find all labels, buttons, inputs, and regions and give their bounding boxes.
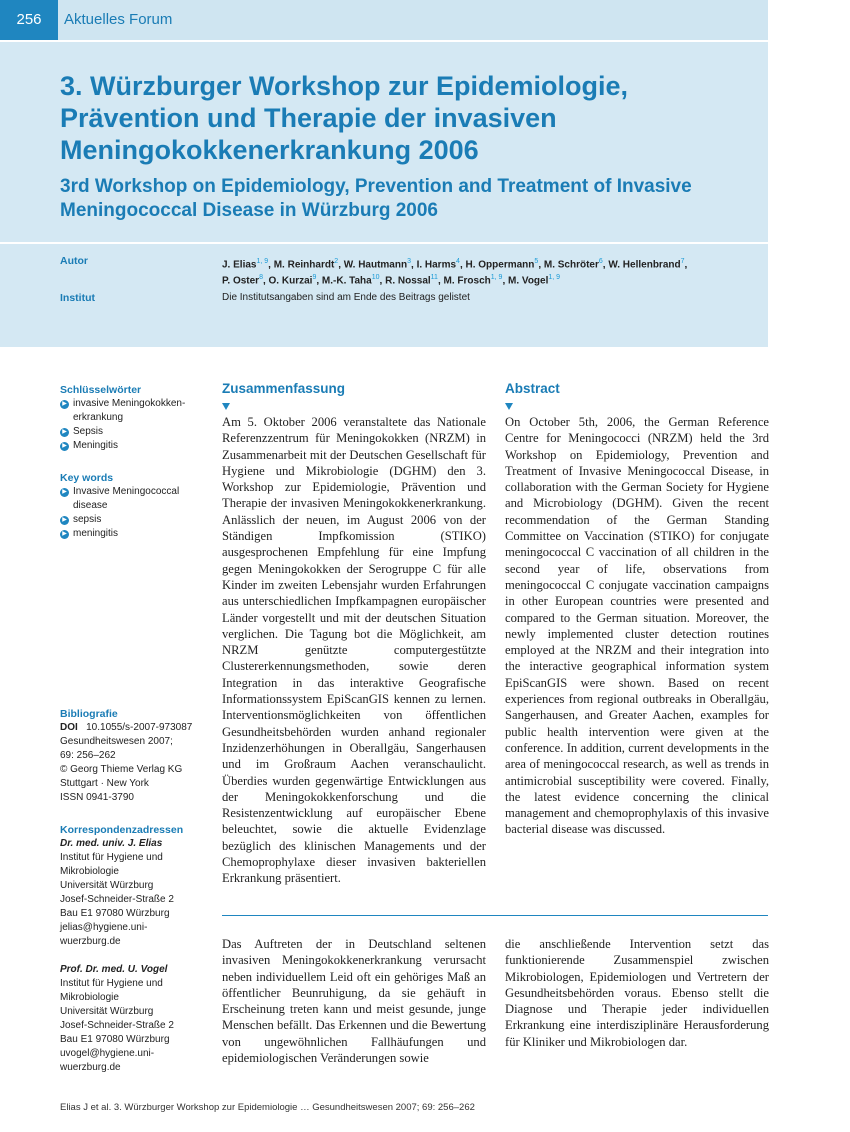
keywords-de <box>60 383 210 453</box>
body-text-right: die anschließende Intervention setzt das funktionierende Zusammenspiel zwischen Mikrobiologen, Epidemiologen und Vertretern der Gesundheitsbehörden voraus. Ebenso stellt die Diagnose und Therapie jeder individuellen Erkrankung eine interdisziplinäre Herausforderung für Kliniker und Mikrobiologen dar. <box>505 937 769 1049</box>
address-line: Institut für Hygiene und <box>60 978 163 989</box>
author-affiliation: 2 <box>334 258 339 265</box>
chevron-right-icon: ▶ <box>60 400 69 409</box>
bibliography-line: Gesundheitswesen 2007; <box>60 736 173 747</box>
author-name: R. Nossal <box>385 275 431 287</box>
keyword-item: ▶ meningitis <box>60 527 210 541</box>
doi-label: DOI <box>60 722 78 733</box>
author-affiliation: 1, 9 <box>548 274 561 282</box>
chevron-right-icon: ▶ <box>60 516 69 525</box>
author-affiliation: 10 <box>371 274 380 282</box>
address-line: Josef-Schneider-Straße 2 <box>60 1020 174 1031</box>
doi-line <box>60 721 210 735</box>
author-name: M. Reinhardt <box>273 259 335 271</box>
author-name: M. Vogel <box>508 275 549 287</box>
address-line: uvogel@hygiene.uni- <box>60 1048 155 1059</box>
address-line: wuerzburg.de <box>60 1062 121 1073</box>
zusammenfassung-text: Am 5. Oktober 2006 veranstaltete das Nationale Referenzzentrum für Meningokokken (NRZM) in Zusammenarbeit mit der Deutschen Gesellschaft für Hygiene und Mikrobiologie (DGHM) den 3. Workshop zur Epidemiologie, Prävention und Therapie der invasiven Meningokokkenerkrankung. Anlässlich der neuen, im August 2006 von der Ständigen Impfkomission (STIKO) ausgesprochenen Empfehlung für eine Impfung gegen Meningokokken der Serogruppe C für alle Kinder im zweiten Lebensjahr wurden Erfahrungen aus unterschiedlichen Impfkampagnen europäischer Länder vorgestellt und mit der deutschen Situation verglichen. Die Tagung bot die Möglichkeit, am NRZM genützte computergestützte Clustererkennungsmethoden, sowie deren Integration in das interaktive Geografische Informationssystem EpiScanGIS kennen zu lernen. Interventionsmöglichkeiten von öffentlichen Gesundheitsbehörden wurden anhand regionaler Inzidenzerhöhungen in Oberallgäu, Sangerhausen und im Großraum Aachen veranschaulicht. Überdies wurden gegenwärtige Entwicklungen aus der Meningokokkenforschung und die Resistenzentwicklung auf europäischer Ebene beleuchtet, sowie die aktuelle Evidenzlage bezüglich des klinischen Managements und der Chemoprophylaxe dieser invasiven bakteriellen Erkrankung präsentiert. <box>222 415 486 886</box>
keyword-item: ▶ Sepsis <box>60 425 210 439</box>
address-line: wuerzburg.de <box>60 936 121 947</box>
author-affiliation: 7 <box>680 258 685 265</box>
author-list: J. Elias$^{1, 9}$, M. Reinhardt$^2$, W. Hautmann$^3$, I. Harms$^4$, H. Oppermann$^5$, M. Schröter$^6$, W. Hellenbrand$^7$, P. Oster$^8$, O. Kurzai$^9$, M.-K. Taha$^{10}$, R. Nossal$^{11}$, M. Frosch$^{1, 9}$, M. Vogel$^{1, 9}$ <box>222 258 688 287</box>
author-affiliation: 4 <box>456 258 460 265</box>
title-english: 3rd Workshop on Epidemiology, Prevention and Treatment of Invasive Meningococcal Disease in Würzburg 2006 <box>60 176 692 221</box>
author-name: O. Kurzai <box>268 275 313 287</box>
keyword-item: ▶ invasive Meningokokken- erkrankung <box>60 397 210 425</box>
bibliography-line: Stuttgart · New York <box>60 778 149 789</box>
corr1-name: Dr. med. univ. J. Elias <box>60 838 163 849</box>
author-affiliation: 1, 9 <box>490 274 503 282</box>
corr2-name: Prof. Dr. med. U. Vogel <box>60 964 168 975</box>
zusammenfassung-heading: Zusammenfassung <box>222 381 346 396</box>
chevron-right-icon: ▶ <box>60 530 69 539</box>
author-name: M.-K. Taha <box>321 275 372 287</box>
keyword-item: ▶ Meningitis <box>60 439 210 453</box>
chevron-right-icon: ▶ <box>60 442 69 451</box>
bibliography-line: 69: 256–262 <box>60 750 116 761</box>
abstract-heading: Abstract <box>505 381 560 396</box>
keywords-de-list <box>60 397 210 453</box>
autor-label: Autor <box>60 255 88 267</box>
author-name: I. Harms <box>416 259 457 271</box>
bibliography-line: © Georg Thieme Verlag KG <box>60 764 183 775</box>
author-affiliation: 1, 9 <box>256 258 269 265</box>
title-german: 3. Würzburger Workshop zur Epidemiologie, Prävention und Therapie der invasiven Meningokokkenerkrankung 2006 <box>60 71 629 165</box>
body-text-left: Das Auftreten der in Deutschland seltenen invasiven Meningokokkenerkrankung verursacht neben individuellem Leid oft ein gehöriges Maß an öffentlicher Beunruhigung, da sie gehäuft in Erscheinung treten kann und meist gesunde, junge Menschen befällt. Das Erkennen und die Bewertung von ungewöhnlichen Fallhäufungen und epidemiologischen Veränderungen sowie <box>222 937 486 1066</box>
address-line: Institut für Hygiene und <box>60 852 163 863</box>
author-name: M. Frosch <box>443 275 491 287</box>
keyword-item: ▶ sepsis <box>60 513 210 527</box>
page-number: 256 <box>0 0 58 40</box>
corr2-address <box>60 977 210 1075</box>
correspondence-heading: Korrespondenzadressen <box>60 824 184 836</box>
author-affiliation: 6 <box>598 258 603 265</box>
author-name: W. Hellenbrand <box>608 259 681 271</box>
author-affiliation: 9 <box>312 274 317 282</box>
section-label: Aktuelles Forum <box>64 11 173 28</box>
chevron-right-icon: ▶ <box>60 428 69 437</box>
keywords-en <box>60 471 210 541</box>
address-line: Mikrobiologie <box>60 992 119 1003</box>
bibliography-lines <box>60 735 210 805</box>
address-line: Universität Würzburg <box>60 1006 154 1017</box>
bibliography <box>60 707 210 805</box>
author-name: P. Oster <box>222 275 260 287</box>
address-line: Universität Würzburg <box>60 880 154 891</box>
corr1-address <box>60 851 210 949</box>
doi-value: 10.1055/s-2007-973087 <box>86 722 193 733</box>
address-line: Josef-Schneider-Straße 2 <box>60 894 174 905</box>
keywords-de-heading: Schlüsselwörter <box>60 384 142 396</box>
footer-citation: Elias J et al. 3. Würzburger Workshop zur Epidemiologie … Gesundheitswesen 2007; 69: 256–262 <box>60 1102 475 1113</box>
bibliography-line: ISSN 0941-3790 <box>60 792 134 803</box>
arrow-down-icon <box>505 403 513 410</box>
section-divider <box>222 915 768 916</box>
keywords-en-list <box>60 485 210 541</box>
author-name: W. Hautmann <box>343 259 408 271</box>
author-affiliation: 8 <box>259 274 263 282</box>
arrow-down-icon <box>222 403 230 410</box>
author-affiliation: 5 <box>534 258 539 265</box>
address-line: jelias@hygiene.uni- <box>60 922 148 933</box>
address-line: Bau E1 97080 Würzburg <box>60 1034 170 1045</box>
institut-text: Die Institutsangaben sind am Ende des Beitrags gelistet <box>222 292 470 303</box>
author-name: H. Oppermann <box>465 259 535 271</box>
chevron-right-icon: ▶ <box>60 488 69 497</box>
institut-label: Institut <box>60 292 95 304</box>
correspondence <box>60 823 210 1075</box>
abstract-text: On October 5th, 2006, the German Reference Centre for Meningococci (NRZM) held the 3rd Workshop on Epidemiology, Prevention and Treatment of Invasive Meningococcal Disease, in collaboration with the German Society for Hygiene and Microbiology (DGHM). Given the recent recommendation of the German Standing Committee on Vaccination (STIKO) for conjugate meningococcal C vaccination of all children in the second year of life, observations from meningococcal C conjugate vaccination campaigns in other European countries were presented and compared to the German situation. Moreover, the newly implemented cluster detection routines employed at the NRZM and their integration into the interactive geographical information system EpiScanGIS were shown. Based on recent experiences from regional outbreaks in Oberallgäu, Sangerhausen, and Greater Aachen, examples for public health intervention were given at the conference. In addition, current developments in the area of meningococcal research, as well as trends in antimicrobial susceptibility were covered. Finally, the latest evidence concerning the clinical management and chemoprophylaxis of this invasive bacterial disease was discussed. <box>505 415 769 837</box>
keywords-en-heading: Key words <box>60 472 114 484</box>
author-name: M. Schröter <box>543 259 599 271</box>
author-name: J. Elias <box>222 259 257 271</box>
address-line: Mikrobiologie <box>60 866 119 877</box>
author-affiliation: 11 <box>430 274 438 282</box>
author-affiliation: 3 <box>407 258 411 265</box>
address-line: Bau E1 97080 Würzburg <box>60 908 170 919</box>
keyword-item: ▶ Invasive Meningococcal disease <box>60 485 210 513</box>
bibliography-heading: Bibliografie <box>60 708 118 720</box>
